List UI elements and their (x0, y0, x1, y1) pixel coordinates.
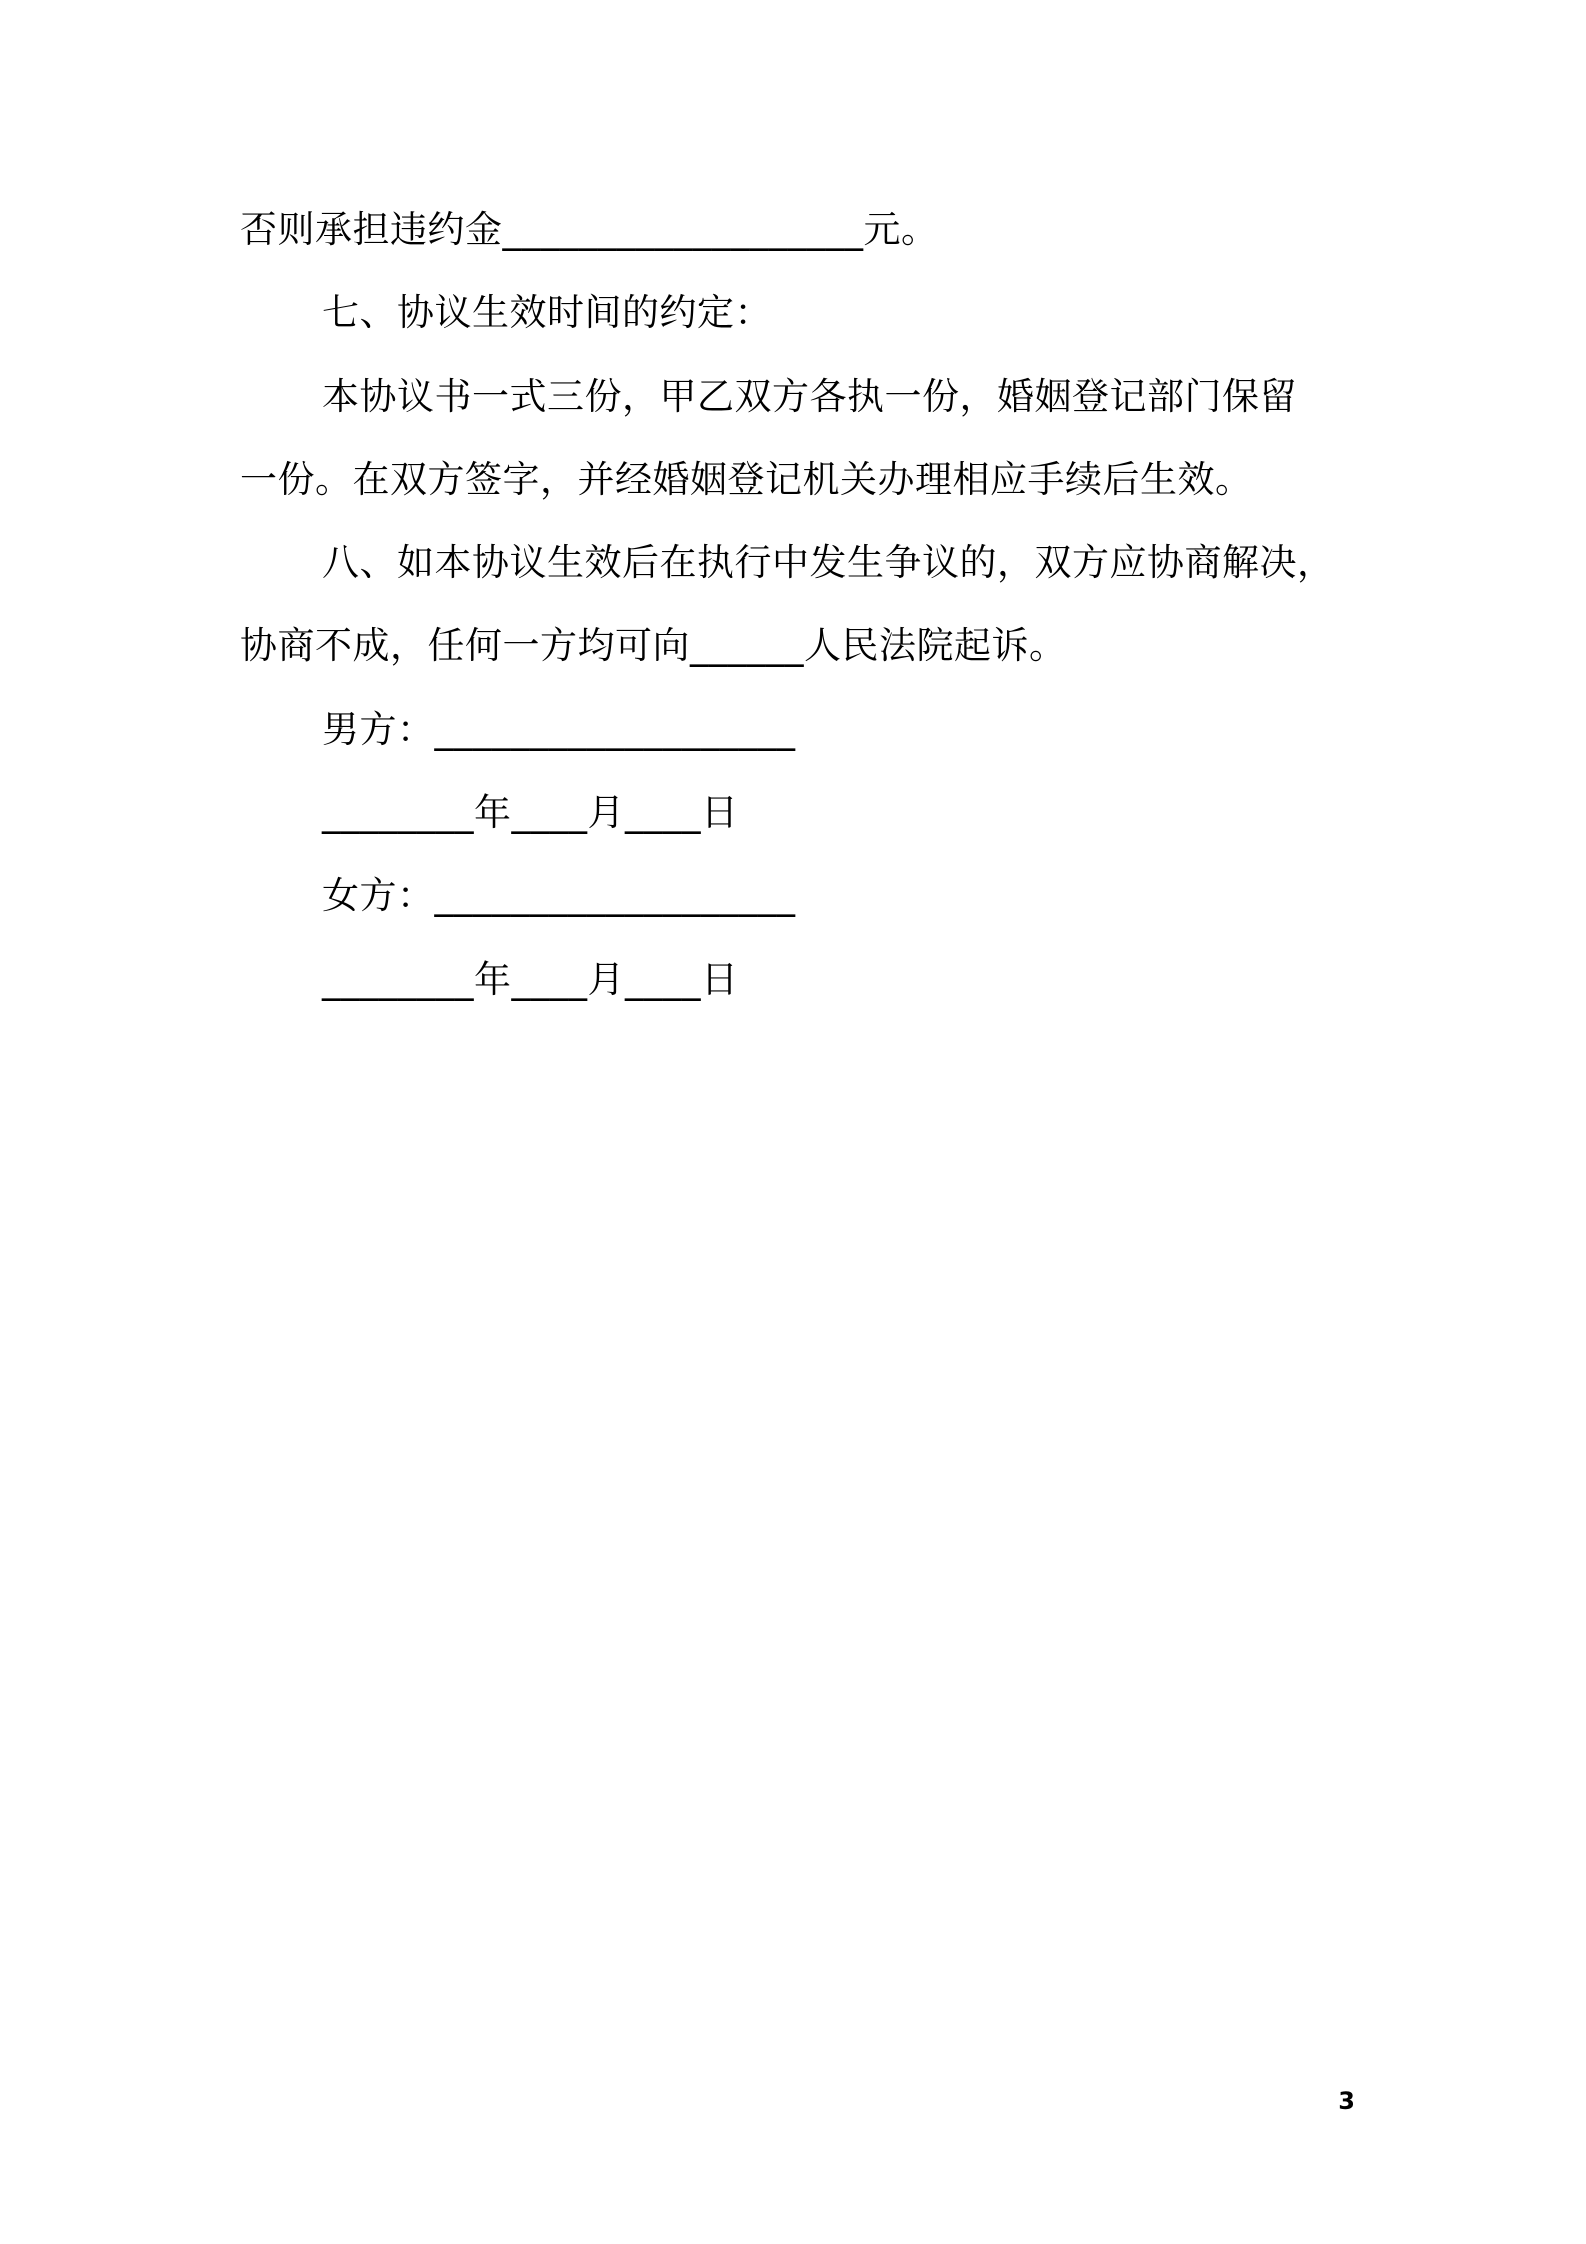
copies-clause-line-2: 一份。在双方签字，并经婚姻登记机关办理相应手续后生效。 (240, 458, 1253, 501)
copies-clause-line-1: 本协议书一式三份，甲乙双方各执一份，婚姻登记部门保留 (322, 375, 1297, 418)
dispute-clause-line-2: 协商不成，任何一方均可向______人民法院起诉。 (240, 624, 1067, 667)
female-party-date-line: ________年____月____日 (322, 958, 739, 1001)
dispute-clause-line-1: 八、如本协议生效后在执行中发生争议的，双方应协商解决， (322, 541, 1335, 584)
male-party-signature-line: 男方：___________________ (322, 708, 796, 751)
female-party-signature-line: 女方：___________________ (322, 874, 796, 917)
page-number: 3 (1338, 2087, 1355, 2115)
male-party-date-line: ________年____月____日 (322, 791, 739, 834)
section-seven-heading: 七、协议生效时间的约定： (322, 291, 772, 334)
penalty-clause-line: 否则承担违约金___________________元。 (240, 208, 939, 251)
